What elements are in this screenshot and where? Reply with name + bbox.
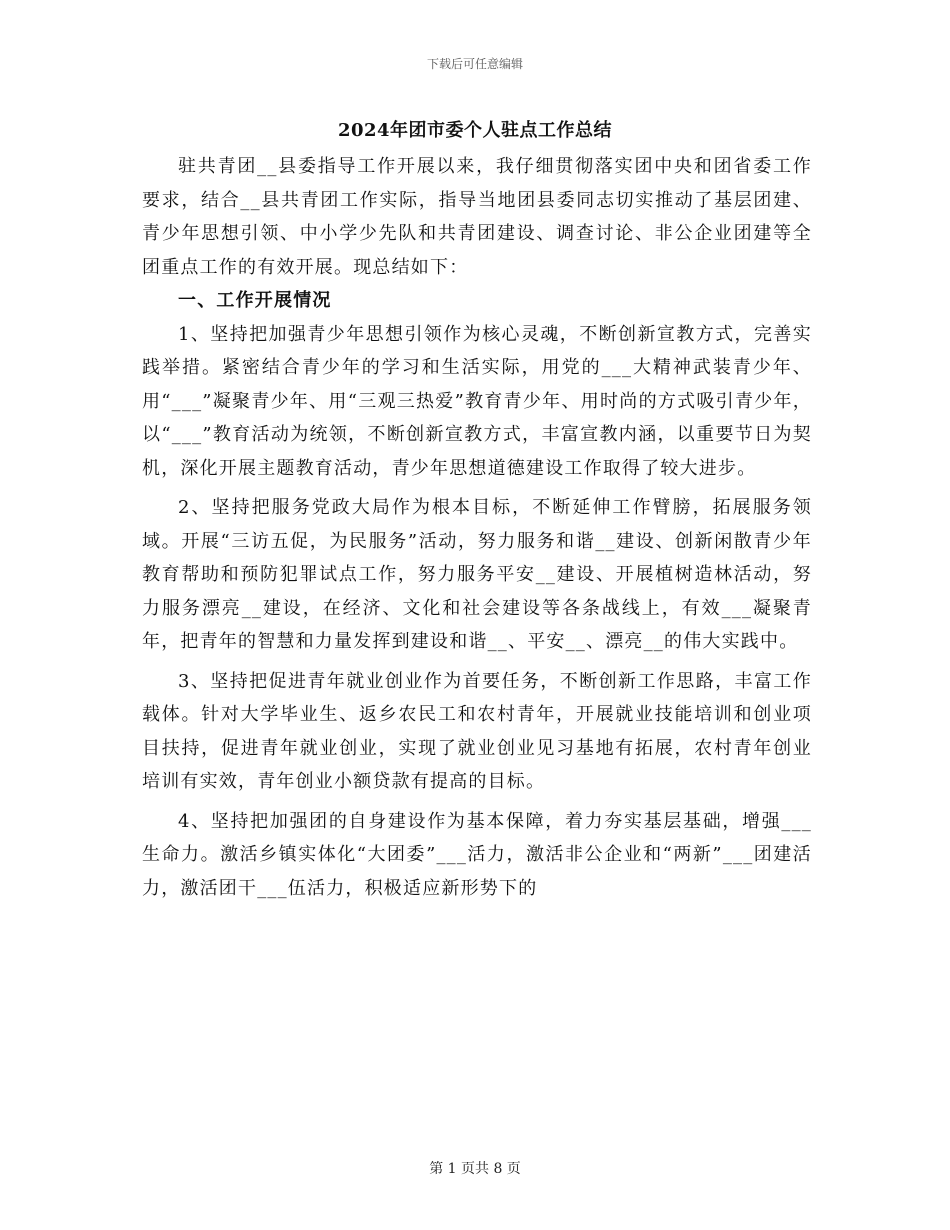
intro-paragraph: 驻共青团__县委指导工作开展以来，我仔细贯彻落实团中央和团省委工作要求，结合__县共青团工作实际，指导当地团县委同志切实推动了基层团建、青少年思想引领、中小学少先队和共青团建设、调查讨论、非公企业团建等全团重点工作的有效开展。现总结如下：: [142, 156, 812, 278]
document-body: [142, 150, 812, 905]
paragraph-item-1: 1、坚持把加强青少年思想引领作为核心灵魂，不断创新宣教方式，完善实践举措。紧密结合青少年的学习和生活实际，用党的___大精神武装青少年、用“___”凝聚青少年、用“三观三热爱”教育青少年、用时尚的方式吸引青少年，以“___”教育活动为统领，不断创新宣教方式，丰富宣教内涵，以重要节日为契机，深化开展主题教育活动，青少年思想道德建设工作取得了较大进步。: [142, 323, 812, 479]
paragraph-item-3: 3、坚持把促进青年就业创业作为首要任务，不断创新工作思路，丰富工作载体。针对大学毕业生、返乡农民工和农村青年，开展就业技能培训和创业项目扶持，促进青年就业创业，实现了就业创业见习基地有拓展，农村青年创业培训有实效，青年创业小额贷款有提高的目标。: [142, 670, 812, 792]
paragraph-item-2: 2、坚持把服务党政大局作为根本目标，不断延伸工作臂膀，拓展服务领域。开展“三访五促，为民服务”活动，努力服务和谐__建设、创新闲散青少年教育帮助和预防犯罪试点工作，努力服务平安__建设、开展植树造林活动，努力服务漂亮__建设，在经济、文化和社会建设等各条战线上，有效___凝聚青年，把青年的智慧和力量发挥到建设和谐__、平安__、漂亮__的伟大实践中。: [142, 497, 812, 652]
section-heading: 一、工作开展情况: [178, 290, 332, 311]
paragraph-item-4: 4、坚持把加强团的自身建设作为基本保障，着力夯实基层基础，增强___生命力。激活乡镇实体化“大团委”___活力，激活非公企业和“两新”___团建活力，激活团干___伍活力，积极适应新形势下的: [142, 810, 812, 899]
page-number: 第 1 页共 8 页: [429, 1161, 521, 1177]
document-title: 2024年团市委个人驻点工作总结: [337, 120, 613, 141]
page-header-note: 下载后可任意编辑: [426, 57, 523, 71]
